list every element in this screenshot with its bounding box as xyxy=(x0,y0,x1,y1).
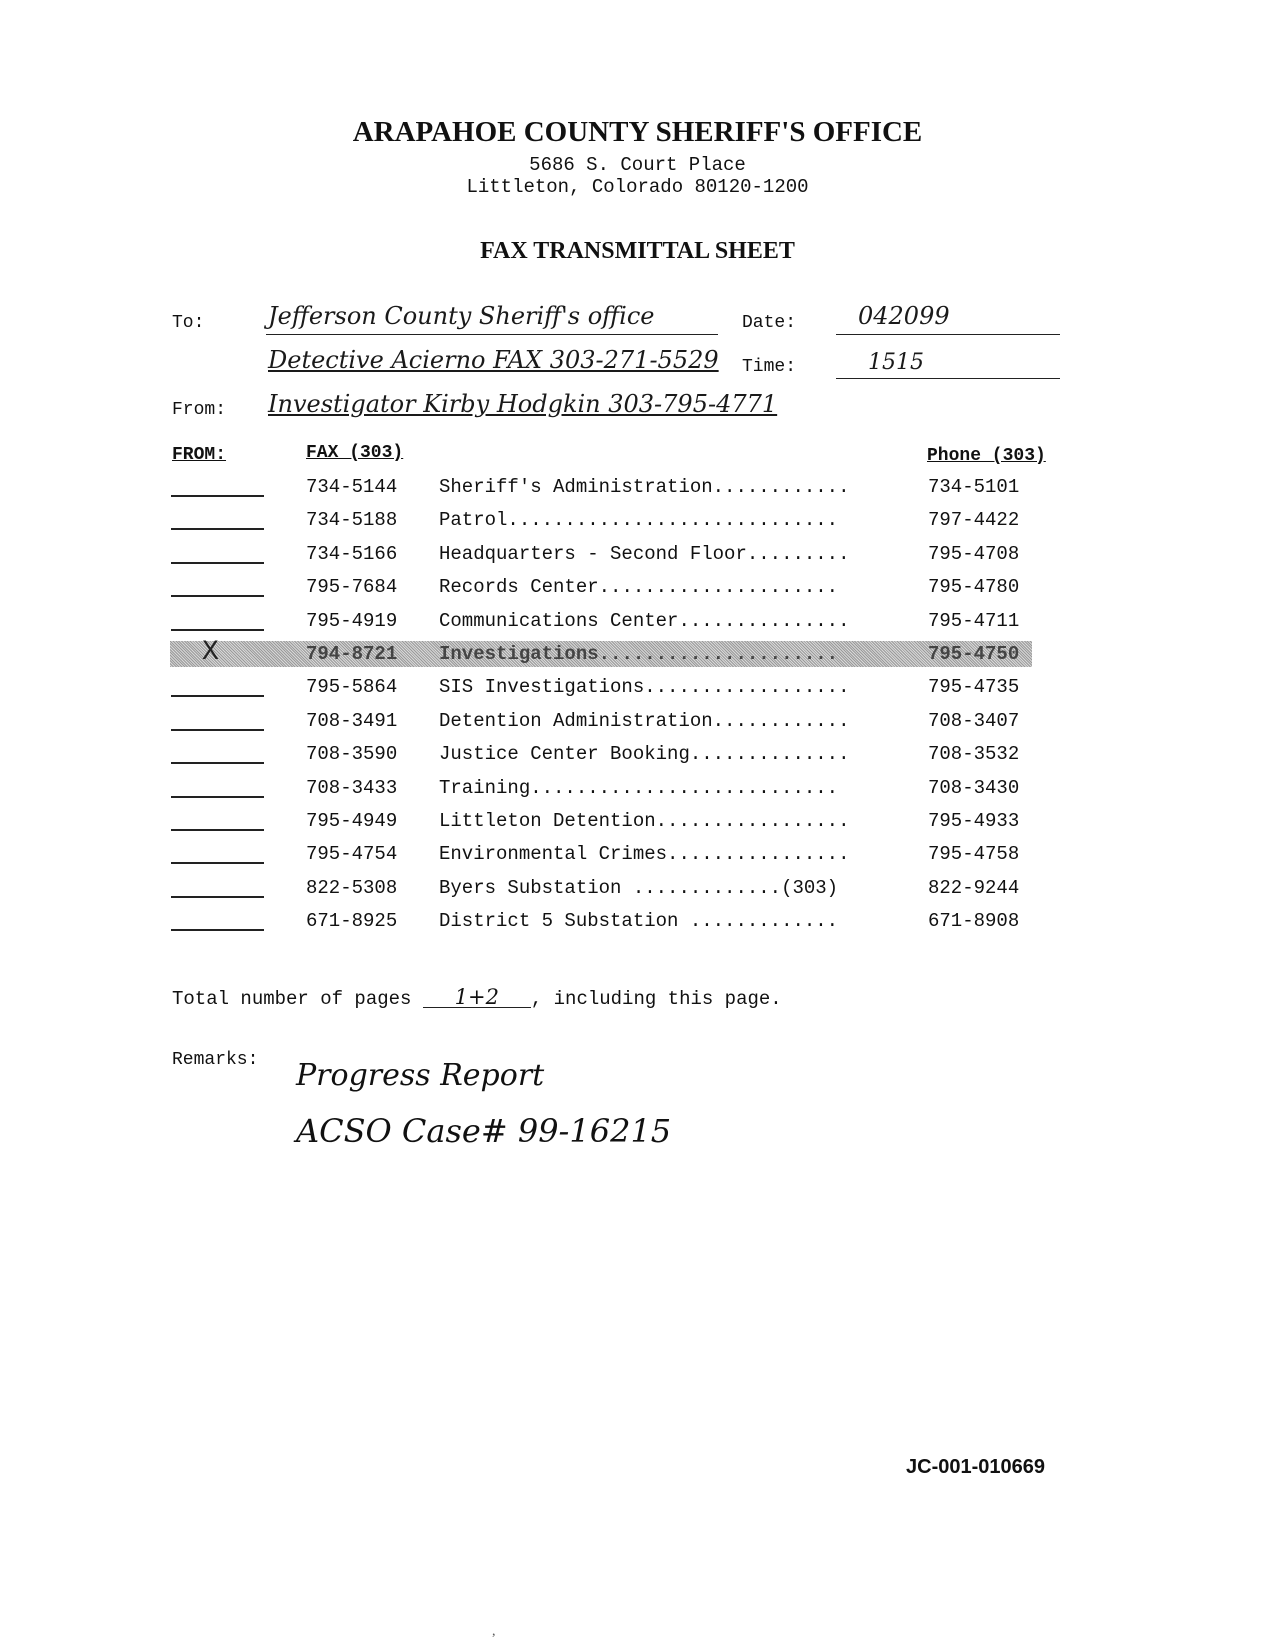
stray-mark: , xyxy=(492,1624,496,1639)
total-pages-prefix: Total number of pages xyxy=(172,988,423,1010)
department-name xyxy=(439,643,838,665)
directory-row xyxy=(0,507,1275,541)
directory-row xyxy=(0,808,1275,842)
date-label: Date: xyxy=(742,313,797,333)
phone-number: 734-5101 xyxy=(928,476,1020,498)
dot-leader: ............. xyxy=(678,910,839,932)
directory-row xyxy=(0,474,1275,508)
phone-number: 671-8908 xyxy=(928,910,1020,932)
column-header-phone: Phone (303) xyxy=(927,446,1046,466)
directory-row xyxy=(0,637,1275,675)
time-label: Time: xyxy=(742,357,797,377)
directory-row xyxy=(0,608,1275,642)
department-name xyxy=(439,509,838,531)
dot-leader: .............(303) xyxy=(621,877,839,899)
department-name xyxy=(439,676,849,698)
total-pages-field: 1+2 xyxy=(423,987,531,1008)
directory-row xyxy=(0,674,1275,708)
directory-row xyxy=(0,541,1275,575)
from-check-blank xyxy=(171,629,264,631)
phone-number: 797-4422 xyxy=(928,509,1020,531)
directory-row xyxy=(0,908,1275,942)
date-underline xyxy=(836,334,1060,335)
phone-number: 822-9244 xyxy=(928,877,1020,899)
department-label: Justice Center Booking xyxy=(439,743,690,765)
dot-leader: ................. xyxy=(655,810,850,832)
total-pages-suffix: , including this page. xyxy=(530,988,782,1010)
fax-number: 794-8721 xyxy=(306,643,398,665)
department-name xyxy=(439,777,838,799)
phone-number: 795-4735 xyxy=(928,676,1020,698)
from-check-blank xyxy=(171,929,264,931)
from-label: From: xyxy=(172,400,227,420)
address-line-2: Littleton, Colorado 80120-1200 xyxy=(466,176,809,198)
column-header-from: FROM: xyxy=(172,445,227,465)
phone-number: 795-4780 xyxy=(928,576,1020,598)
from-sender-field: Investigator Kirby Hodgkin 303-795-4771 xyxy=(268,390,778,418)
directory-row xyxy=(0,875,1275,909)
department-name xyxy=(439,810,849,832)
fax-number: 822-5308 xyxy=(306,877,398,899)
phone-number: 795-4750 xyxy=(928,643,1020,665)
dot-leader: ........................... xyxy=(530,777,839,799)
dot-leader: ............... xyxy=(678,610,850,632)
fax-number: 734-5188 xyxy=(306,509,398,531)
from-check-blank xyxy=(171,528,264,530)
from-check-blank xyxy=(171,729,264,731)
fax-number: 734-5144 xyxy=(306,476,398,498)
remarks-line-1: Progress Report xyxy=(296,1058,545,1093)
fax-number: 795-4754 xyxy=(306,843,398,865)
dot-leader: ..................... xyxy=(598,643,839,665)
department-name xyxy=(439,843,849,865)
department-label: Littleton Detention xyxy=(439,810,656,832)
dot-leader: ............................. xyxy=(507,509,839,531)
from-check-blank xyxy=(171,862,264,864)
phone-number: 795-4758 xyxy=(928,843,1020,865)
from-check-blank xyxy=(171,829,264,831)
department-label: Records Center xyxy=(439,576,599,598)
phone-number: 795-4708 xyxy=(928,543,1020,565)
to-recipient-line-2: Detective Acierno FAX 303-271-5529 xyxy=(268,346,719,374)
fax-number: 708-3590 xyxy=(306,743,398,765)
department-label: Environmental Crimes xyxy=(439,843,668,865)
time-underline xyxy=(836,378,1060,379)
department-label: Detention Administration xyxy=(439,710,713,732)
to-recipient-field: Jefferson County Sheriff's office xyxy=(268,302,655,330)
directory-row xyxy=(0,841,1275,875)
department-name xyxy=(439,476,849,498)
fax-number: 708-3491 xyxy=(306,710,398,732)
dot-leader: ............ xyxy=(712,476,850,498)
department-name xyxy=(439,610,849,632)
department-name xyxy=(439,743,849,765)
address-line-1: 5686 S. Court Place xyxy=(529,154,746,176)
directory-row xyxy=(0,775,1275,809)
dot-leader: .............. xyxy=(689,743,850,765)
date-field: 042099 xyxy=(858,302,950,330)
phone-number: 708-3532 xyxy=(928,743,1020,765)
department-name xyxy=(439,543,849,565)
dot-leader: ..................... xyxy=(598,576,839,598)
total-pages-line xyxy=(172,987,782,1010)
directory-row xyxy=(0,574,1275,608)
from-check-blank xyxy=(171,495,264,497)
department-label: Training xyxy=(439,777,531,799)
fax-number: 708-3433 xyxy=(306,777,398,799)
fax-number: 795-7684 xyxy=(306,576,398,598)
from-check-blank xyxy=(171,896,264,898)
from-check-blank xyxy=(171,562,264,564)
from-check-blank xyxy=(171,595,264,597)
selected-checkmark: X xyxy=(202,637,219,668)
department-label: District 5 Substation xyxy=(439,910,679,932)
department-label: Communications Center xyxy=(439,610,679,632)
remarks-line-2: ACSO Case# 99-16215 xyxy=(296,1112,672,1150)
department-label: Patrol xyxy=(439,509,508,531)
department-name xyxy=(439,710,849,732)
department-label: Byers Substation xyxy=(439,877,622,899)
directory-row xyxy=(0,741,1275,775)
fax-number: 734-5166 xyxy=(306,543,398,565)
directory-row xyxy=(0,708,1275,742)
dot-leader: ......... xyxy=(746,543,850,565)
document-id: JC-001-010669 xyxy=(906,1456,1045,1478)
column-header-fax: FAX (303) xyxy=(306,443,404,463)
department-label: Sheriff's Administration xyxy=(439,476,713,498)
fax-number: 795-5864 xyxy=(306,676,398,698)
dot-leader: .................. xyxy=(644,676,850,698)
dot-leader: ............ xyxy=(712,710,850,732)
department-label: Headquarters - Second Floor xyxy=(439,543,747,565)
to-underline xyxy=(266,334,718,335)
fax-number: 795-4919 xyxy=(306,610,398,632)
phone-number: 795-4933 xyxy=(928,810,1020,832)
phone-number: 708-3430 xyxy=(928,777,1020,799)
fax-number: 671-8925 xyxy=(306,910,398,932)
agency-name: ARAPAHOE COUNTY SHERIFF'S OFFICE xyxy=(352,116,923,148)
phone-number: 795-4711 xyxy=(928,610,1020,632)
time-field: 1515 xyxy=(868,350,924,375)
department-label: Investigations xyxy=(439,643,599,665)
department-name xyxy=(439,910,838,932)
sheet-title: FAX TRANSMITTAL SHEET xyxy=(480,238,795,264)
department-name xyxy=(439,576,838,598)
department-name xyxy=(439,877,838,899)
department-label: SIS Investigations xyxy=(439,676,645,698)
remarks-label: Remarks: xyxy=(172,1050,259,1070)
dot-leader: ................ xyxy=(667,843,850,865)
from-check-blank xyxy=(171,796,264,798)
to-label: To: xyxy=(172,313,205,333)
from-check-blank xyxy=(171,762,264,764)
phone-number: 708-3407 xyxy=(928,710,1020,732)
fax-number: 795-4949 xyxy=(306,810,398,832)
from-check-blank xyxy=(171,695,264,697)
